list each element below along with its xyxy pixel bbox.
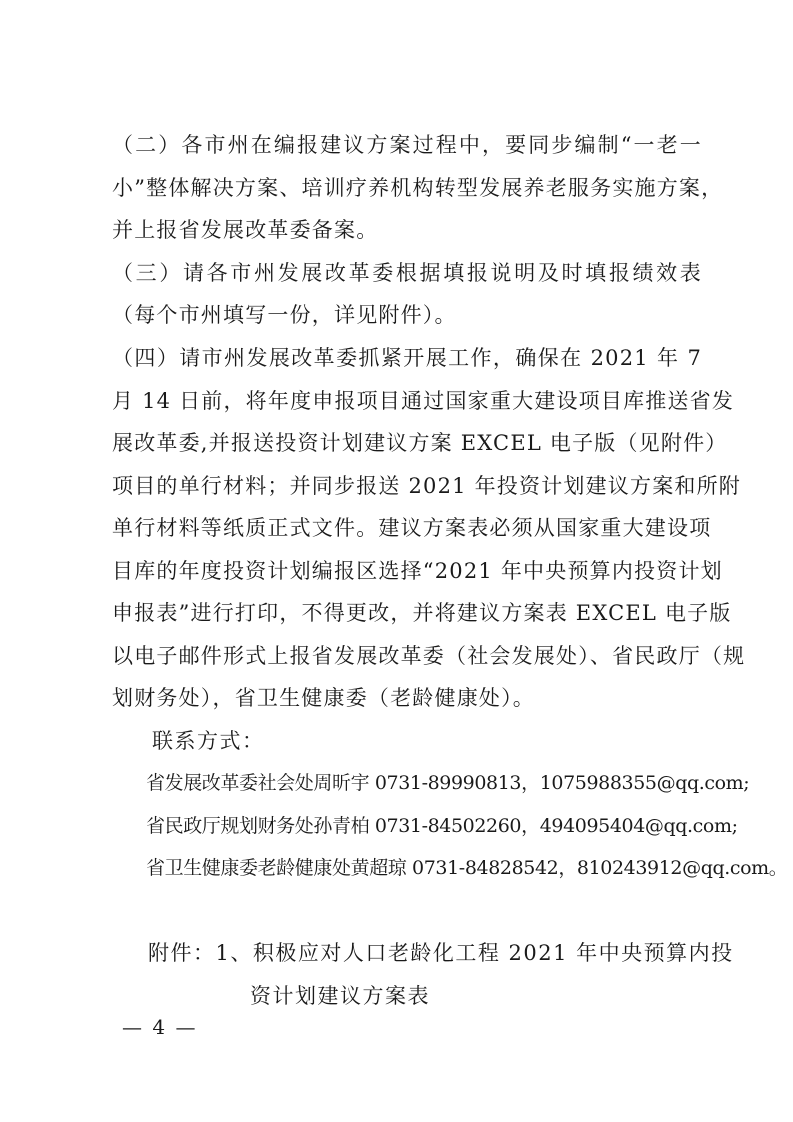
paragraph-4-line-7: 申报表”进行打印，不得更改，并将建议方案表 EXCEL 电子版 (112, 601, 732, 625)
paragraph-2-line-1: （二）各市州在编报建议方案过程中，要同步编制“一老一 (112, 133, 702, 157)
paragraph-2-line-3: 并上报省发展改革委备案。 (112, 218, 379, 242)
page-number: — 4 — (122, 1015, 198, 1039)
paragraph-4-line-5: 单行材料等纸质正式文件。建议方案表必须从国家重大建设项 (112, 516, 712, 540)
paragraph-4-line-4: 项目的单行材料；并同步报送 2021 年投资计划建议方案和所附 (112, 474, 741, 498)
paragraph-4-line-2: 月 14 日前，将年度申报项目通过国家重大建设项目库推送省发 (112, 389, 735, 413)
paragraph-3-line-2: （每个市州填写一份，详见附件）。 (112, 303, 457, 327)
paragraph-4-line-3: 展改革委,并报送投资计划建议方案 EXCEL 电子版（见附件） (112, 431, 728, 455)
paragraph-4-line-8: 以电子邮件形式上报省发展改革委（社会发展处）、省民政厅（规 (112, 644, 746, 668)
paragraph-2-line-2: 小”整体解决方案、培训疗养机构转型发展养老服务实施方案， (112, 176, 724, 200)
contact-line-2: 省民政厅规划财务处孙青柏 0731-84502260，494095404@qq.com; (146, 815, 738, 837)
attachment-line-2: 资计划建议方案表 (250, 984, 430, 1008)
paragraph-4-line-9: 划财务处），省卫生健康委（老龄健康处）。 (112, 686, 535, 710)
paragraph-3-line-1: （三）请各市州发展改革委根据填报说明及时填报绩效表 (112, 261, 702, 285)
paragraph-4-line-1: （四）请市州发展改革委抓紧开展工作，确保在 2021 年 7 (112, 346, 702, 370)
contact-label: 联系方式： (152, 729, 265, 753)
paragraph-4-line-6: 目库的年度投资计划编报区选择“2021 年中央预算内投资计划 (112, 559, 723, 583)
contact-line-1: 省发展改革委社会处周昕宇 0731-89990813，1075988355@qq.com; (146, 772, 750, 794)
contact-line-3: 省卫生健康委老龄健康处黄超琼 0731-84828542，810243912@qq.com。 (146, 857, 788, 879)
attachment-line-1: 附件：1、积极应对人口老龄化工程 2021 年中央预算内投 (148, 941, 734, 965)
